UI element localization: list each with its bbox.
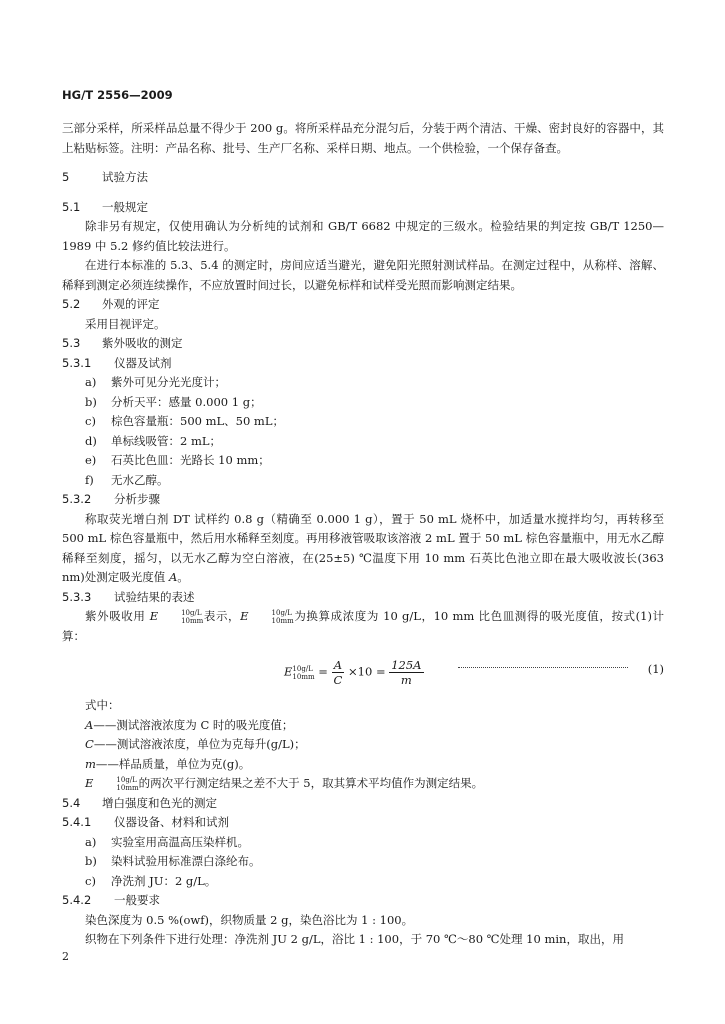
definition-item: A——测试溶液浓度为 C 时的吸光度值； [85, 717, 294, 732]
section-5-4-1-heading: 5.4.1 仪器设备、材料和试剂 [62, 815, 229, 829]
where-label: 式中： [85, 698, 120, 712]
section-5-3-2-heading: 5.3.2 分析步骤 [62, 492, 160, 506]
section-5-4-heading: 5.4 增白强度和色光的测定 [62, 795, 217, 810]
list-item: b) 分析天平：感量 0.000 1 g； [85, 394, 262, 409]
standard-code-header: HG/T 2556—2009 [62, 88, 173, 102]
document-body [62, 119, 664, 950]
definition-item: m——样品质量，单位为克(g)。 [85, 756, 251, 771]
paragraph-parallel-results: E 10g/L 10mm 的两次平行测定结果之差不大于 5，取其算术平均值作为测定结果。 [85, 776, 484, 792]
list-item: c) 净洗剂 JU：2 g/L。 [85, 873, 217, 888]
section-5-4-2-heading: 5.4.2 一般要求 [62, 893, 160, 907]
list-item: a) 实验室用高温高压染样机。 [85, 834, 249, 849]
list-item: e) 石英比色皿：光路长 10 mm； [85, 453, 270, 467]
section-5-1-heading: 5.1 一般规定 [62, 199, 148, 214]
paragraph-result-expression: 紫外吸收用 E 10g/L 10mm 表示，E 10g/L 10mm 为换算成浓度为 10 g/L，10 mm 比色皿测得的吸光度值，按式(1)计算： [62, 609, 665, 643]
section-5-3-1-heading: 5.3.1 仪器及试剂 [62, 355, 172, 370]
section-5-2-heading: 5.2 外观的评定 [62, 297, 160, 311]
list-item: c) 棕色容量瓶：500 mL、50 mL； [85, 414, 284, 428]
page-number: 2 [62, 950, 69, 963]
paragraph-treatment: 织物在下列条件下进行处理：净洗剂 JU 2 g/L，浴比 1 : 100，于 70 ℃～80 ℃处理 10 min，取出，用 [85, 932, 624, 946]
section-5-3-3-heading: 5.3.3 试验结果的表述 [62, 589, 195, 604]
list-item: a) 紫外可见分光光度计； [85, 375, 226, 389]
instrument-list [62, 373, 664, 490]
paragraph-dyeing-depth: 染色深度为 0.5 %(owf)，织物质量 2 g，染色浴比为 1 : 100。 [85, 912, 414, 927]
list-item: f) 无水乙醇。 [85, 472, 169, 487]
definition-item: C——测试溶液浓度，单位为克每升(g/L)； [85, 737, 306, 751]
formula-1 [62, 650, 664, 690]
list-item: b) 染料试验用标准漂白涤纶布。 [85, 854, 261, 868]
paragraph-sampling: 三部分采样，所采样品总量不得少于 200 g。将所采样品充分混匀后，分装于两个清洁、干燥、密封良好的容器中，其上粘贴标签。注明：产品名称、批号、生产厂名称、采样日期、地点。一个供检验，一个保存备查。 [62, 121, 664, 155]
formula-expression: E 10g/L 10mm = $\frac{A}{C}$ ×10 = $\frac{125A}{m}$ [284, 658, 422, 687]
paragraph-general-1: 除非另有规定，仅使用确认为分析纯的试剂和 GB/T 6682 中规定的三级水。检验结果的判定按 GB/T 1250—1989 中 5.2 修约值比较法进行。 [62, 219, 664, 253]
paragraph-appearance: 采用目视评定。 [85, 316, 166, 331]
section-5-3-heading: 5.3 紫外吸收的测定 [62, 336, 183, 350]
materials-list [62, 833, 664, 892]
list-item: d) 单标线吸管：2 mL； [85, 433, 222, 448]
section-5-heading: 5 试验方法 [62, 170, 148, 184]
formula-leader-dots [458, 667, 628, 668]
paragraph-general-2: 在进行本标准的 5.3、5.4 的测定时，房间应适当避光，避免阳光照射测试样品。在测定过程中，从称样、溶解、稀释到测定必须连续操作，不应放置时间过长，以避免标样和试样受光照而影响测定结果。 [62, 258, 664, 292]
paragraph-analysis-steps: 称取荧光增白剂 DT 试样约 0.8 g（精确至 0.000 1 g），置于 50 mL 烧杯中，加适量水搅拌均匀，再转移至 500 mL 棕色容量瓶中，然后用水稀释至刻度。再用移液管吸取该溶液 2 mL 置于 50 mL 棕色容量瓶中，用无水乙醇稀释至刻度，摇匀，以无水乙醇为空白溶液，在(25±5) ℃温度下用 10 mm 石英比色池立即在最大吸收波长(363 nm)处测定吸光度值 A。 [62, 511, 664, 584]
formula-number: (1) [647, 662, 664, 676]
